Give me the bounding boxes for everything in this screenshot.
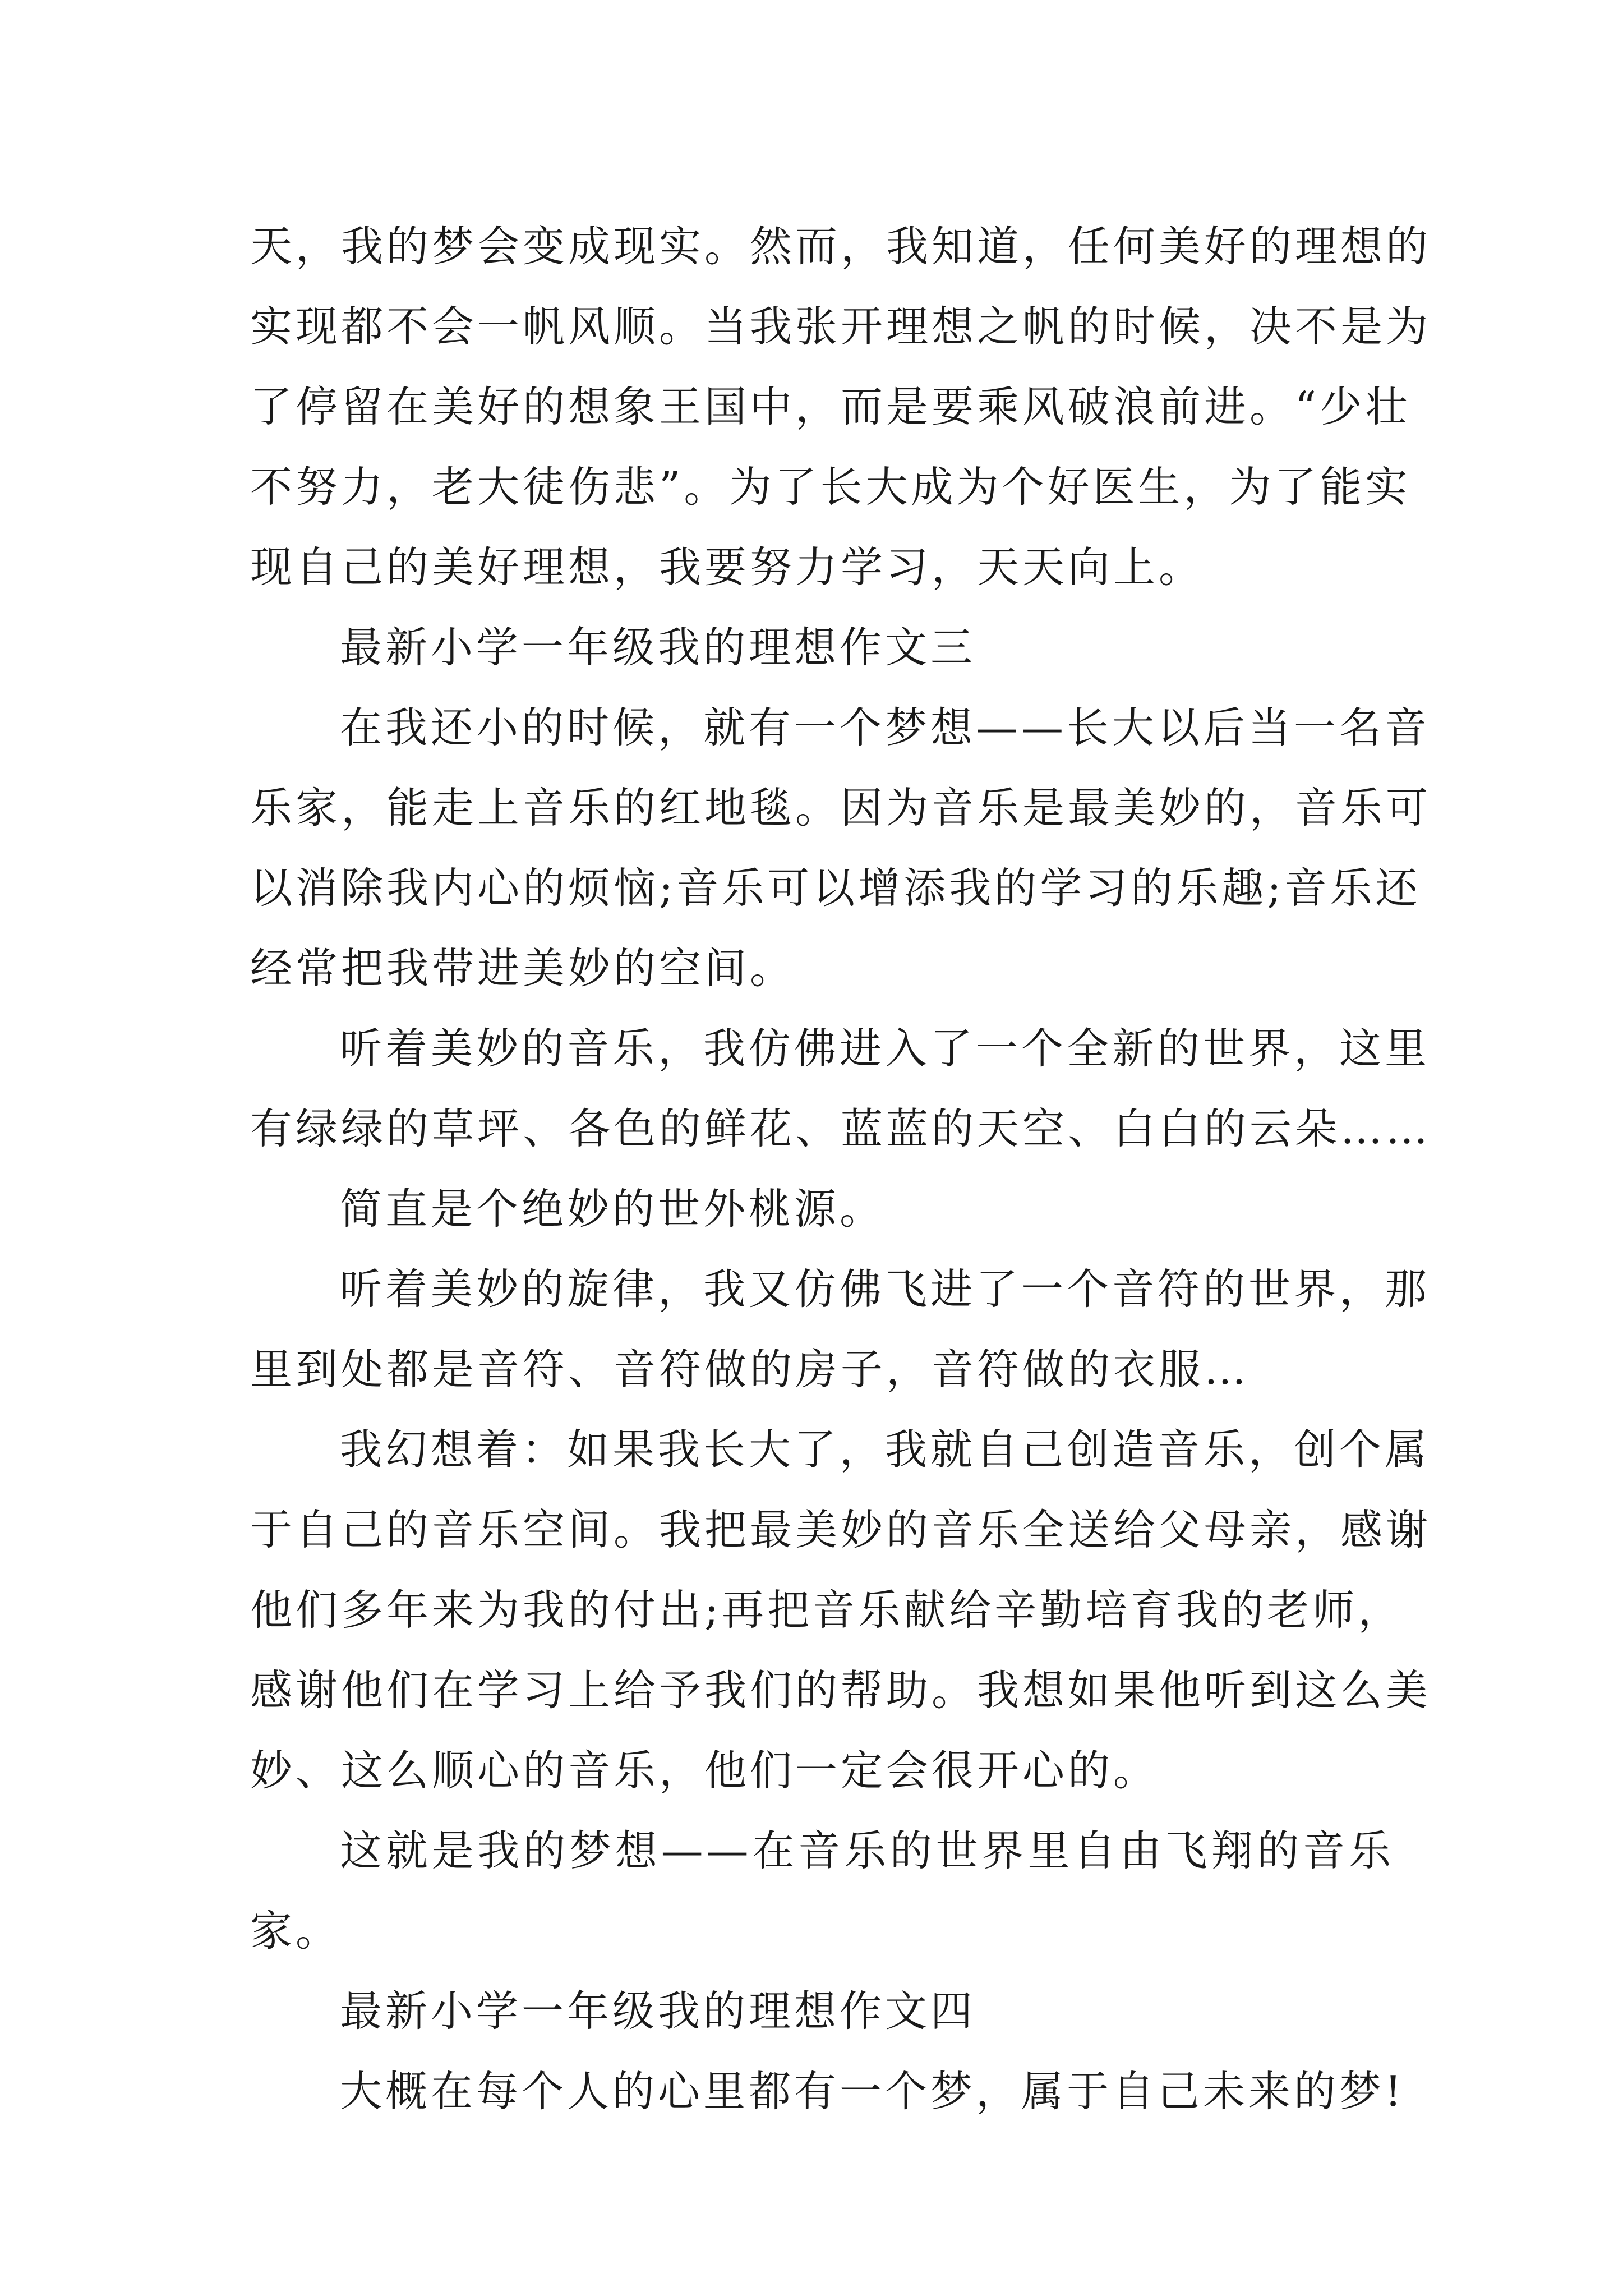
text-line-16: 我幻想着：如果我长大了，我就自己创造音乐，创个属 [340, 1425, 1431, 1474]
text-line-14: 听着美妙的旋律，我又仿佛飞进了一个音符的世界，那 [340, 1264, 1431, 1314]
text-line-24: 大概在每个人的心里都有一个梦，属于自己未来的梦! [340, 2067, 1405, 2116]
text-line-21: 这就是我的梦想——在音乐的世界里自由飞翔的音乐 [340, 1826, 1394, 1875]
text-line-7: 在我还小的时候，就有一个梦想——长大以后当一名音 [340, 703, 1431, 752]
text-line-19: 感谢他们在学习上给予我们的帮助。我想如果他听到这么美 [250, 1665, 1432, 1715]
text-line-2: 实现都不会一帆风顺。当我张开理想之帆的时候，决不是为 [250, 302, 1432, 351]
text-line-5: 现自己的美好理想，我要努力学习，天天向上。 [250, 542, 1205, 592]
text-line-4: 不努力，老大徒伤悲”。为了长大成为个好医生，为了能实 [250, 462, 1411, 512]
text-line-18: 他们多年来为我的付出;再把音乐献给辛勤培育我的老师， [250, 1585, 1404, 1635]
text-line-1: 天，我的梦会变成现实。然而，我知道，任何美好的理想的 [250, 222, 1432, 271]
text-line-8: 乐家，能走上音乐的红地毯。因为音乐是最美妙的，音乐可 [250, 783, 1432, 832]
text-line-22: 家。 [250, 1906, 342, 1955]
section-heading-3: 最新小学一年级我的理想作文三 [340, 623, 976, 672]
text-line-9: 以消除我内心的烦恼;音乐可以增添我的学习的乐趣;音乐还 [250, 863, 1421, 913]
section-heading-4: 最新小学一年级我的理想作文四 [340, 1986, 976, 2036]
text-line-10: 经常把我带进美妙的空间。 [250, 944, 796, 993]
text-line-13: 简直是个绝妙的世外桃源。 [340, 1184, 886, 1234]
text-line-20: 妙、这么顺心的音乐，他们一定会很开心的。 [250, 1746, 1159, 1795]
text-line-3: 了停留在美好的想象王国中，而是要乘风破浪前进。“少壮 [250, 382, 1411, 431]
text-line-15: 里到处都是音符、音符做的房子，音符做的衣服… [250, 1345, 1250, 1394]
essay-text [250, 206, 1432, 2132]
text-line-12: 有绿绿的草坪、各色的鲜花、蓝蓝的天空、白白的云朵…… [250, 1104, 1432, 1153]
text-line-17: 于自己的音乐空间。我把最美妙的音乐全送给父母亲，感谢 [250, 1505, 1432, 1554]
text-line-11: 听着美妙的音乐，我仿佛进入了一个全新的世界，这里 [340, 1024, 1431, 1073]
